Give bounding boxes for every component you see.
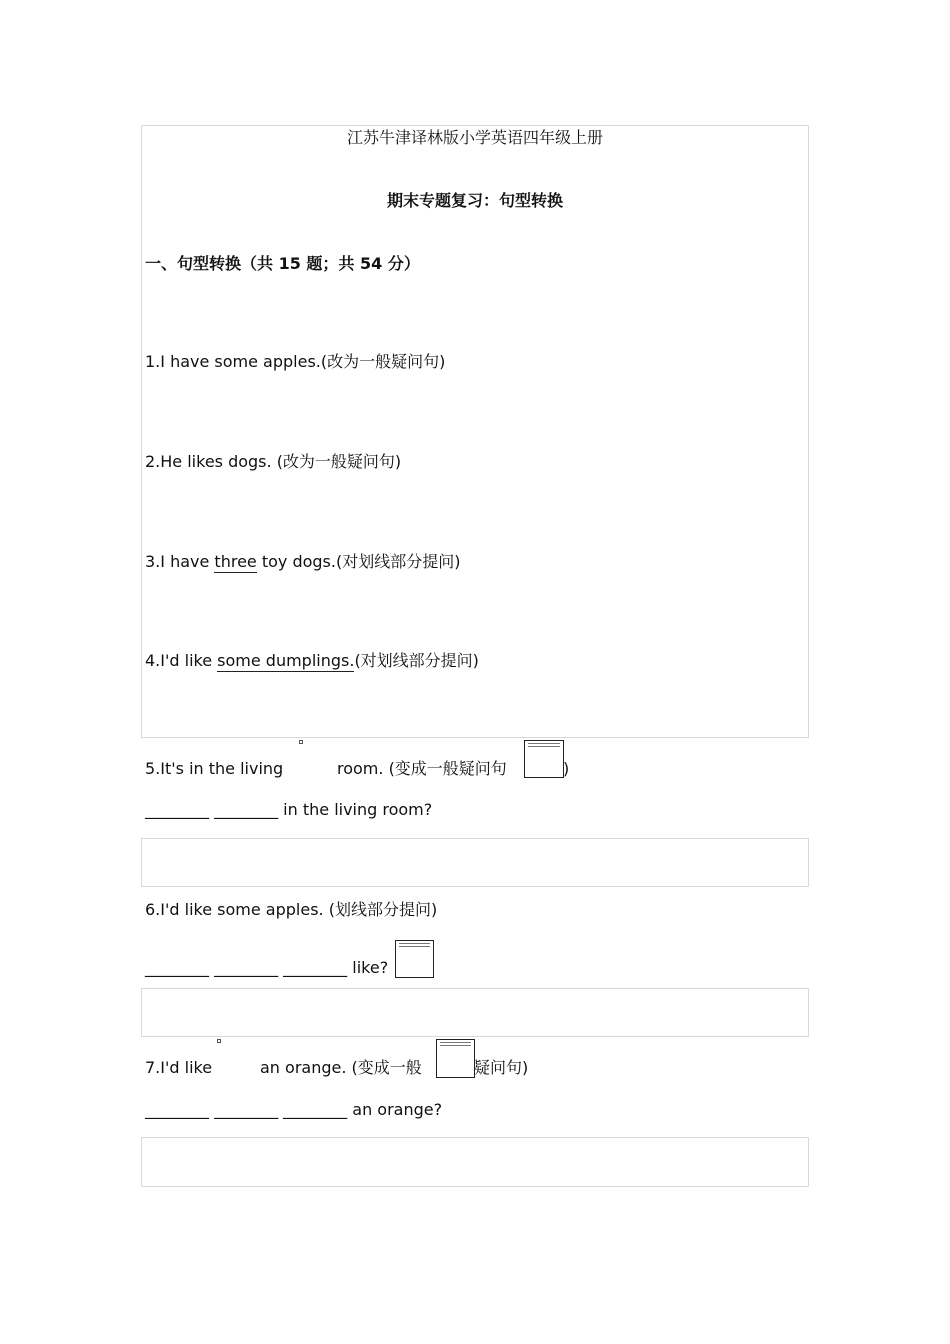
question-text: I have some apples.	[160, 352, 321, 371]
underlined-word: three	[214, 552, 257, 571]
question-text: I'd like	[160, 1058, 213, 1077]
image-placeholder-marker	[217, 1039, 221, 1043]
question-1	[145, 352, 445, 372]
image-placeholder-box	[436, 1039, 475, 1078]
question-text: I have	[160, 552, 215, 571]
question-text: I'd like some apples. (划线部分提问)	[160, 900, 438, 919]
answer-line-5: ________ ________ in the living room?	[145, 800, 433, 819]
answer-line-6: ________ ________ ________ like?	[145, 958, 389, 977]
question-4	[145, 651, 479, 671]
question-5-part1	[145, 759, 283, 779]
question-7-part1	[145, 1058, 212, 1078]
question-number: 7.	[145, 1058, 161, 1077]
question-number: 4.	[145, 651, 161, 670]
question-text: It's in the living	[160, 759, 284, 778]
question-text: I'd like	[160, 651, 218, 670]
question-number: 5.	[145, 759, 161, 778]
answer-box-6[interactable]	[141, 988, 809, 1037]
document-title: 江苏牛津译林版小学英语四年级上册	[346, 128, 603, 147]
question-number: 1.	[145, 352, 161, 371]
question-number: 3.	[145, 552, 161, 571]
section-heading: 一、句型转换（共 15 题；共 54 分）	[145, 254, 420, 273]
image-placeholder-box	[395, 940, 434, 978]
document-subtitle: 期末专题复习：句型转换	[386, 191, 563, 210]
question-2	[145, 452, 401, 472]
question-instruction: (对划线部分提问)	[335, 552, 461, 571]
answer-line-7: ________ ________ ________ an orange?	[145, 1100, 443, 1119]
question-number: 2.	[145, 452, 161, 471]
question-text-end: toy dogs.	[256, 552, 336, 571]
question-instruction: (对划线部分提问)	[354, 651, 479, 670]
image-placeholder-marker	[299, 740, 303, 744]
question-3	[145, 552, 460, 572]
question-instruction: (改为一般疑问句)	[276, 452, 402, 471]
answer-box-5[interactable]	[141, 838, 809, 887]
underlined-phrase: some dumplings.	[217, 651, 355, 670]
worksheet-header-frame	[141, 125, 809, 738]
question-5-part3: )	[563, 759, 570, 778]
question-6	[145, 900, 437, 920]
question-instruction: (改为一般疑问句)	[320, 352, 446, 371]
question-7-part2: an orange. (变成一般	[260, 1058, 422, 1077]
answer-box-7[interactable]	[141, 1137, 809, 1187]
question-7-part3: 疑问句)	[474, 1058, 529, 1077]
question-5-part2: room. (变成一般疑问句	[337, 759, 507, 778]
question-number: 6.	[145, 900, 161, 919]
image-placeholder-box	[524, 740, 564, 778]
question-text: He likes dogs.	[160, 452, 277, 471]
